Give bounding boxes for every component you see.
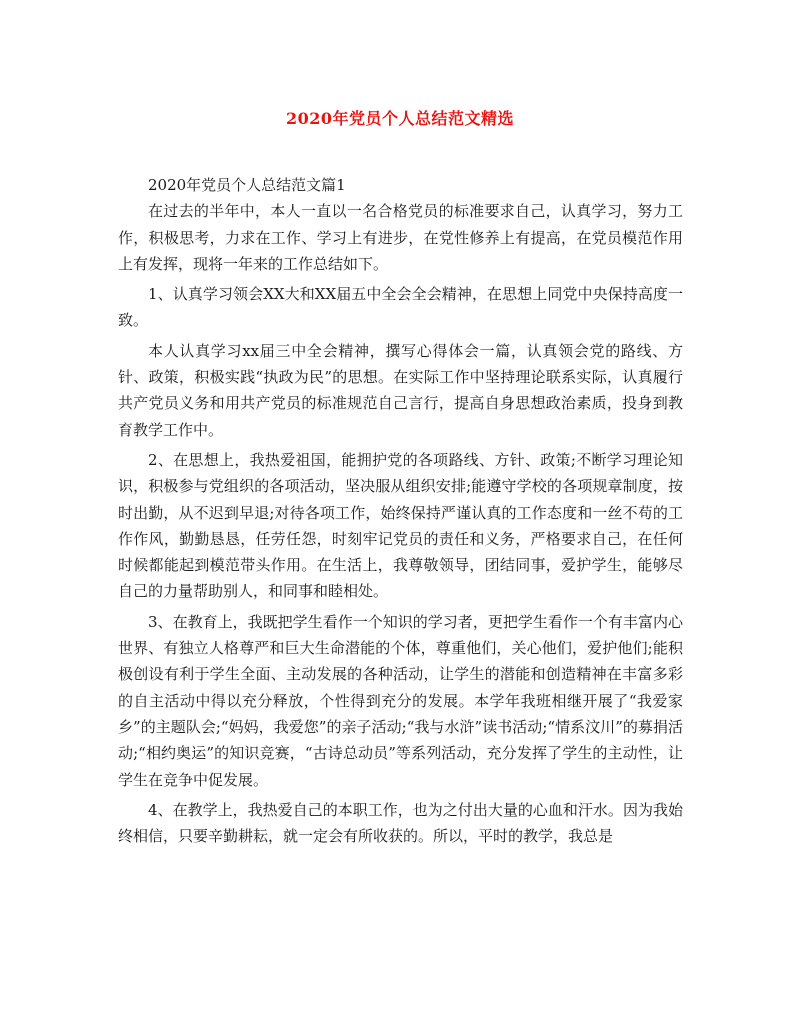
- document-title: 2020年党员个人总结范文精选: [285, 109, 515, 128]
- document-body: [118, 172, 683, 853]
- paragraph-section-3: 3、在教育上，我既把学生看作一个知识的学习者，更把学生看作一个有丰富内心世界、有独立人格尊严和巨大生命潜能的个体，尊重他们，关心他们，爱护他们;能积极创设有利于学生全面、主动发展的各种活动，让学生的潜能和创造精神在丰富多彩的自主活动中得以充分释放，个性得到充分的发展。本学年我班相继开展了“我爱家乡”的主题队会;“妈妈，我爱您”的亲子活动;“我与水浒”读书活动;“情系汶川”的募捐活动;“相约奥运”的知识竞赛，“古诗总动员”等系列活动，充分发挥了学生的主动性，让学生在竞争中促发展。: [118, 612, 683, 789]
- document-subtitle: 2020年党员个人总结范文篇1: [148, 176, 346, 194]
- paragraph-section-4: 4、在教学上，我热爱自己的本职工作，也为之付出大量的心血和汗水。因为我始终相信，只要辛勤耕耘，就一定会有所收获的。所以，平时的教学，我总是: [118, 800, 683, 846]
- paragraph-section-1: 1、认真学习领会XX大和XX届五中全会全会精神，在思想上同党中央保持高度一致。: [118, 285, 683, 330]
- paragraph-intro: 在过去的半年中，本人一直以一名合格党员的标准要求自己，认真学习，努力工作，积极思考，力求在工作、学习上有进步，在党性修养上有提高，在党员模范作用上有发挥，现将一年来的工作总结如下。: [118, 202, 683, 273]
- paragraph-section-2: 2、在思想上，我热爱祖国，能拥护党的各项路线、方针、政策;不断学习理论知识，积极参与党组织的各项活动，坚决服从组织安排;能遵守学校的各项规章制度，按时出勤，从不迟到早退;对待各项工作，始终保持严谨认真的工作态度和一丝不苟的工作作风，勤勤恳恳，任劳任怨，时刻牢记党员的责任和义务，严格要求自己，在任何时候都能起到模范带头作用。在生活上，我尊敬领导，团结同事，爱护学生，能够尽自己的力量帮助别人，和同事和睦相处。: [118, 450, 683, 601]
- paragraph-study: 本人认真学习xx届三中全会精神，撰写心得体会一篇，认真领会党的路线、方针、政策，积极实践“执政为民”的思想。在实际工作中坚持理论联系实际，认真履行共产党员义务和用共产党员的标准规范自己言行，提高自身思想政治素质，投身到教育教学工作中。: [118, 341, 683, 439]
